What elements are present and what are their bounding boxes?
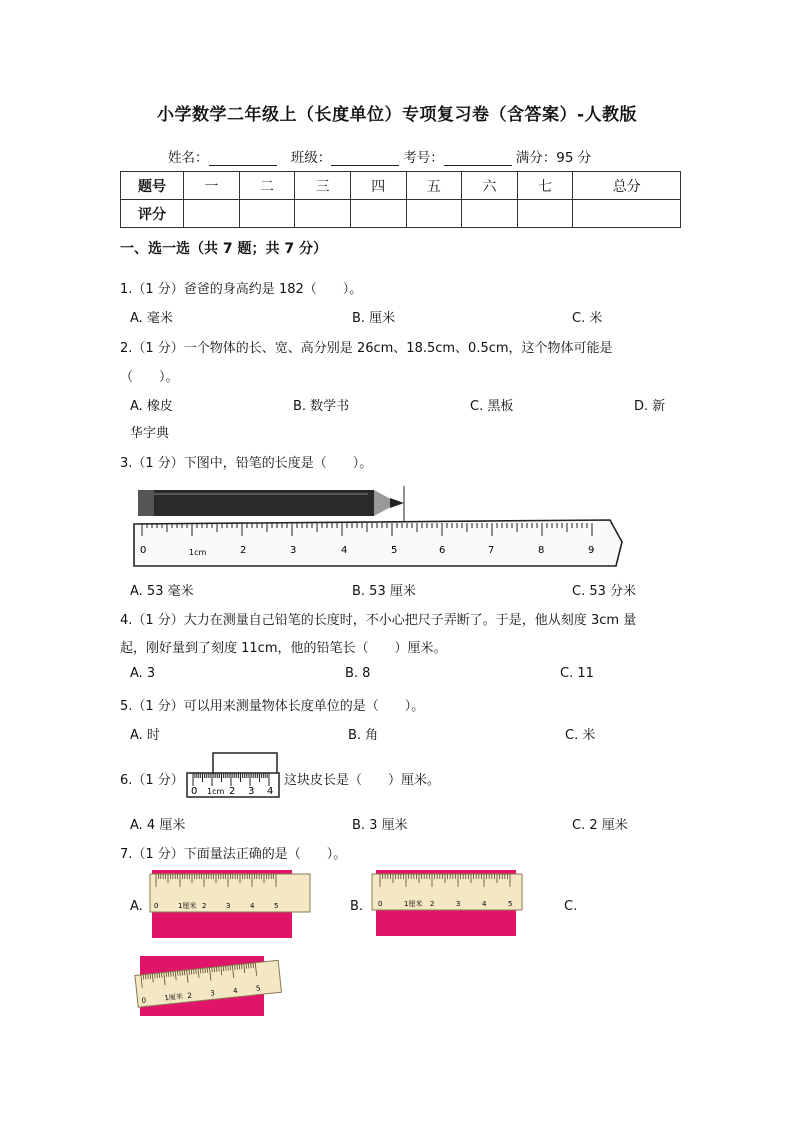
table-cell: 题号 xyxy=(121,172,184,200)
ruler-tick-mark xyxy=(207,968,208,973)
ruler-tick-mark xyxy=(246,964,247,969)
ruler-tick-label: 3 xyxy=(290,545,297,556)
measure-option-a-image xyxy=(148,868,314,942)
table-cell: 五 xyxy=(406,172,462,200)
score-table-header-row xyxy=(121,172,681,200)
question-6-option-a[interactable]: A. 4 厘米 xyxy=(130,818,186,833)
ruler-tick-mark xyxy=(177,971,178,976)
ruler-tick-label: 5 xyxy=(274,902,279,910)
exam-label: 考号： xyxy=(403,150,444,166)
pencil-ruler-image xyxy=(132,480,632,574)
ruler-tick-mark xyxy=(180,971,181,976)
eraser-ruler-image xyxy=(185,751,283,799)
measure-option-c-image xyxy=(134,950,284,1020)
ruler-tick-mark xyxy=(242,964,243,969)
question-7-stem: 7.（1 分）下面量法正确的是（ ）。 xyxy=(120,847,347,862)
score-cell[interactable] xyxy=(517,200,573,228)
question-2-option-c[interactable]: C. 黑板 xyxy=(470,399,514,414)
ruler-tick-label: 4 xyxy=(250,902,255,910)
score-cell[interactable] xyxy=(573,200,681,228)
ruler-tick-mark xyxy=(182,970,183,975)
question-1-stem: 1.（1 分）爸爸的身高约是 182（ ）。 xyxy=(120,282,363,297)
ruler-tick-label: 2 xyxy=(202,902,207,910)
ruler-tick-label: 5 xyxy=(508,900,513,908)
ruler-tick-mark xyxy=(214,967,215,972)
ruler-tick-label: 4 xyxy=(267,786,274,797)
ruler-tick-mark xyxy=(219,967,220,972)
ruler-tick-label: 0 xyxy=(141,996,147,1005)
ruler-tick-mark xyxy=(173,971,174,976)
question-5-option-c[interactable]: C. 米 xyxy=(565,728,596,743)
ruler-tick-label: 4 xyxy=(232,986,238,996)
question-2-option-b[interactable]: B. 数学书 xyxy=(293,399,350,414)
ruler-tick-label: 1厘米 xyxy=(178,902,197,910)
score-table xyxy=(120,171,681,228)
question-1-option-c[interactable]: C. 米 xyxy=(572,311,603,326)
table-cell: 总分 xyxy=(573,172,681,200)
question-4-stem-cont: 起，刚好量到了刻度 11cm，他的铅笔长（ ）厘米。 xyxy=(120,641,447,656)
question-5-stem: 5.（1 分）可以用来测量物体长度单位的是（ ）。 xyxy=(120,699,425,714)
ruler-tick-label: 7 xyxy=(488,545,495,556)
ruler-tick-label: 4 xyxy=(341,545,348,556)
score-cell[interactable] xyxy=(350,200,406,228)
ruler-tick-label: 5 xyxy=(391,545,398,556)
ruler-tick-label: 0 xyxy=(154,902,159,910)
ruler-tick-label: 2 xyxy=(430,900,435,908)
ruler-tick-mark xyxy=(203,968,204,973)
question-4-option-c[interactable]: C. 11 xyxy=(560,666,594,681)
ruler-tick-mark xyxy=(168,972,169,977)
ruler-tick-mark xyxy=(161,973,162,978)
ruler-icon xyxy=(372,874,522,910)
score-cell[interactable] xyxy=(295,200,351,228)
table-cell: 六 xyxy=(462,172,518,200)
question-2-stem-cont: （ ）。 xyxy=(120,370,179,385)
ruler-tick-mark xyxy=(253,963,254,968)
question-2-option-d[interactable]: D. 新 xyxy=(634,399,666,414)
pencil-icon xyxy=(138,490,404,516)
ruler-tick-mark xyxy=(212,967,213,972)
table-cell: 四 xyxy=(350,172,406,200)
ruler-tick-label: 0 xyxy=(191,786,198,797)
table-cell: 三 xyxy=(295,172,351,200)
ruler-tick-label: 3 xyxy=(209,989,216,998)
question-2-option-a[interactable]: A. 橡皮 xyxy=(130,399,173,414)
ruler-tick-label: 3 xyxy=(226,902,231,910)
ruler-tick-mark xyxy=(184,970,185,975)
ruler-tick-mark xyxy=(239,964,240,969)
ruler-tick-label: 8 xyxy=(538,545,545,556)
ruler-tick-mark xyxy=(228,966,229,971)
ruler-tick-label: 1cm xyxy=(207,787,225,796)
exam-number-field[interactable] xyxy=(444,151,512,166)
ruler-tick-mark xyxy=(189,970,190,975)
question-6-stem-pre: 6.（1 分） xyxy=(120,773,184,788)
score-cell[interactable] xyxy=(184,200,240,228)
page-title: 小学数学二年级上（长度单位）专项复习卷（含答案）-人教版 xyxy=(156,105,638,125)
ruler-tick-label: 9 xyxy=(588,545,595,556)
ruler-tick-mark xyxy=(143,975,144,980)
ruler-tick-label: 3 xyxy=(456,900,461,908)
question-3-option-c[interactable]: C. 53 分米 xyxy=(572,584,637,599)
ruler-tick-label: 2 xyxy=(186,991,193,1001)
score-cell[interactable] xyxy=(406,200,462,228)
ruler-tick-mark xyxy=(216,967,217,972)
ruler-tick-label: 1厘米 xyxy=(404,900,423,908)
question-5-option-a[interactable]: A. 时 xyxy=(130,728,160,743)
question-2-stem: 2.（1 分）一个物体的长、宽、高分别是 26cm、18.5cm、0.5cm，这个物体可能是 xyxy=(120,341,613,356)
ruler-icon xyxy=(134,520,622,566)
question-7-option-a[interactable]: A. xyxy=(130,899,143,914)
student-info-line xyxy=(168,146,591,166)
question-1-option-b[interactable]: B. 厘米 xyxy=(352,311,396,326)
ruler-tick-label: 2 xyxy=(229,786,236,797)
class-label: 班级： xyxy=(290,150,332,166)
ruler-tick-mark xyxy=(191,969,192,974)
ruler-tick-label: 3 xyxy=(248,786,255,797)
ruler-tick-mark xyxy=(145,974,146,979)
question-6-option-c[interactable]: C. 2 厘米 xyxy=(572,818,628,833)
ruler-tick-mark xyxy=(148,974,149,979)
question-6-stem-post: 这块皮长是（ ）厘米。 xyxy=(284,773,441,788)
ruler-tick-mark xyxy=(251,963,252,968)
name-field[interactable] xyxy=(209,151,277,166)
score-cell[interactable] xyxy=(462,200,518,228)
measure-option-b-image xyxy=(368,868,526,938)
question-4-option-b[interactable]: B. 8 xyxy=(345,666,371,681)
full-score-label: 满分：95 分 xyxy=(515,150,592,166)
eraser-icon xyxy=(213,753,277,775)
ruler-tick-mark xyxy=(171,972,172,977)
ruler-tick-mark xyxy=(200,969,201,974)
ruler-tick-mark xyxy=(235,965,236,970)
ruler-tick-mark xyxy=(226,966,227,971)
ruler-tick-label: 0 xyxy=(378,900,383,908)
question-3-stem: 3.（1 分）下图中，铅笔的长度是（ ）。 xyxy=(120,456,373,471)
ruler-tick-mark xyxy=(157,973,158,978)
ruler-tick-mark xyxy=(159,973,160,978)
question-6-option-b[interactable]: B. 3 厘米 xyxy=(352,818,408,833)
ruler-tick-label: 6 xyxy=(439,545,446,556)
table-cell: 一 xyxy=(184,172,240,200)
class-field[interactable] xyxy=(331,151,399,166)
ruler-tick-label: 5 xyxy=(255,984,261,993)
question-4-option-a[interactable]: A. 3 xyxy=(130,666,156,681)
score-cell[interactable] xyxy=(239,200,295,228)
ruler-tick-mark xyxy=(223,966,224,971)
section-heading: 一、选一选（共 7 题；共 7 分） xyxy=(120,241,327,257)
ruler-tick-mark xyxy=(230,965,231,970)
ruler-tick-mark xyxy=(237,965,238,970)
question-7-option-c[interactable]: C. xyxy=(564,899,578,914)
table-cell: 七 xyxy=(517,172,573,200)
table-cell: 二 xyxy=(239,172,295,200)
question-1-option-a[interactable]: A. 毫米 xyxy=(130,311,173,326)
question-3-option-a[interactable]: A. 53 毫米 xyxy=(130,584,194,599)
question-2-option-d-cont: 华字典 xyxy=(130,426,170,441)
ruler-tick-mark xyxy=(205,968,206,973)
question-5-option-b[interactable]: B. 角 xyxy=(348,728,379,743)
ruler-tick-mark xyxy=(155,973,156,978)
ruler-tick-label: 1厘米 xyxy=(164,992,184,1003)
ruler-tick-mark xyxy=(248,963,249,968)
ruler-tick-mark xyxy=(150,974,151,979)
table-cell: 评分 xyxy=(121,200,184,228)
ruler-tick-label: 0 xyxy=(140,545,147,556)
ruler-tick-label: 1cm xyxy=(189,548,207,557)
ruler-tick-mark xyxy=(166,972,167,977)
ruler-tick-label: 2 xyxy=(240,545,247,556)
ruler-tick-label: 4 xyxy=(482,900,487,908)
question-3-option-b[interactable]: B. 53 厘米 xyxy=(352,584,416,599)
ruler-tick-mark xyxy=(196,969,197,974)
ruler-tick-mark xyxy=(193,969,194,974)
question-7-option-b[interactable]: B. xyxy=(350,899,364,914)
score-table-score-row xyxy=(121,200,681,228)
name-label: 姓名： xyxy=(168,150,209,166)
question-4-stem: 4.（1 分）大力在测量自己铅笔的长度时，不小心把尺子弄断了。于是，他从刻度 3cm 量 xyxy=(120,613,637,628)
